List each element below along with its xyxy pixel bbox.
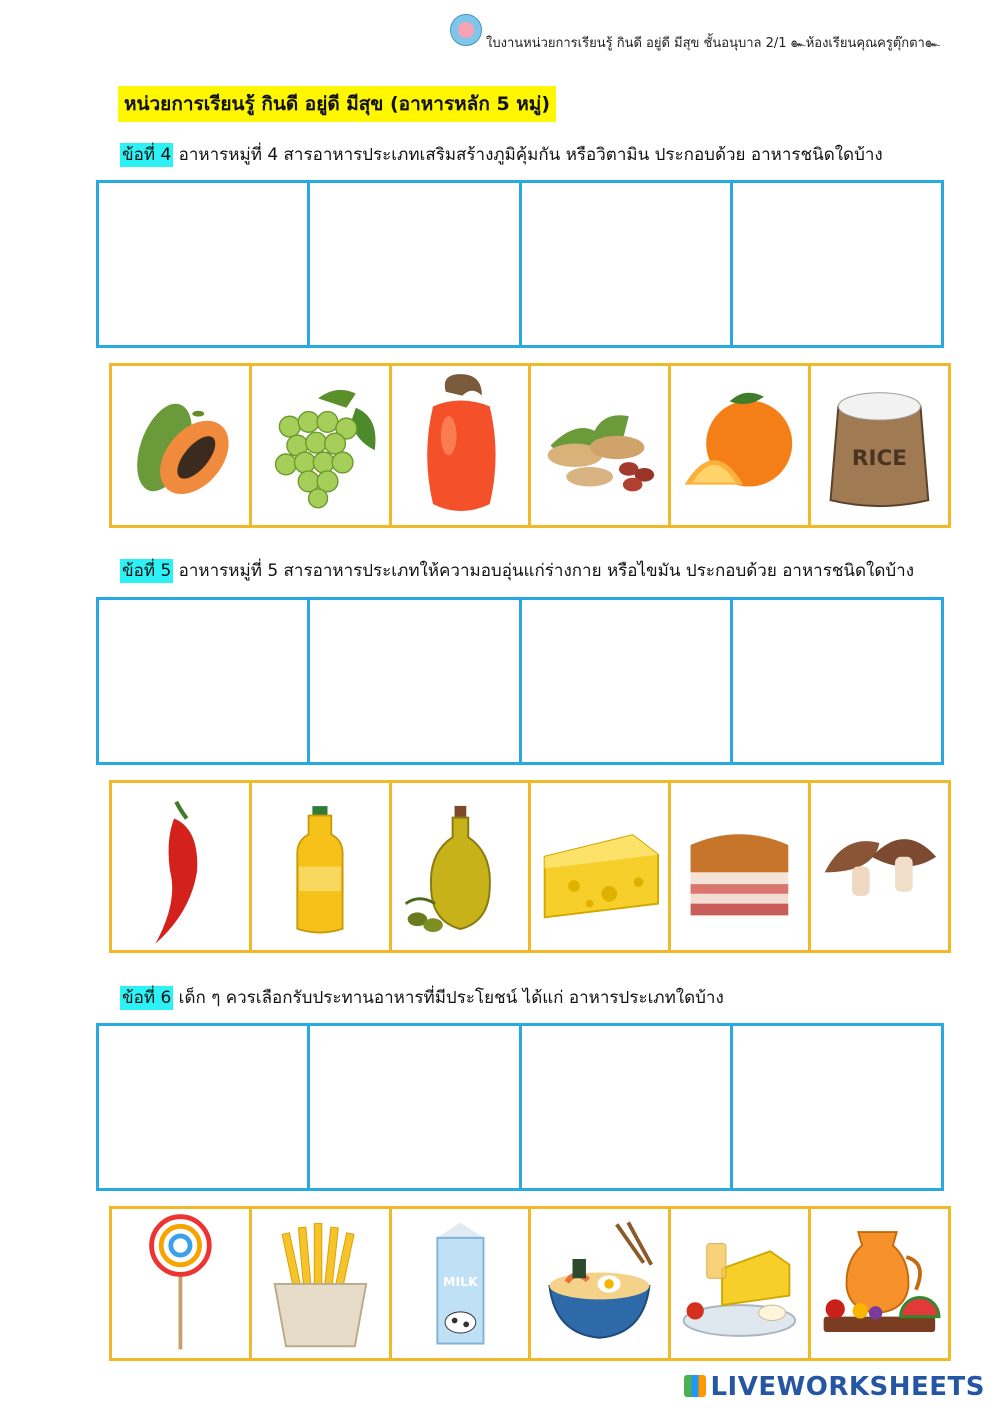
- cashew-apple-icon: [392, 366, 529, 525]
- choice-row-q6: [109, 1206, 951, 1361]
- choice-mushroom[interactable]: [811, 783, 948, 950]
- pork-belly-icon: [671, 783, 808, 950]
- lollipop-icon: [112, 1209, 249, 1358]
- answer-slot-q6-4[interactable]: [733, 1026, 941, 1188]
- choice-peanuts[interactable]: [531, 366, 671, 525]
- choice-olive-oil[interactable]: [392, 783, 532, 950]
- choice-cooking-oil[interactable]: [252, 783, 392, 950]
- choice-chili[interactable]: [112, 783, 252, 950]
- choice-lollipop[interactable]: [112, 1209, 252, 1358]
- answer-slot-q5-3[interactable]: [522, 600, 733, 762]
- answer-slot-q4-1[interactable]: [99, 183, 310, 345]
- choice-row-q4: [109, 363, 951, 528]
- answer-slot-q6-3[interactable]: [522, 1026, 733, 1188]
- cooking-oil-bottle-icon: [252, 783, 389, 950]
- choice-milk[interactable]: [392, 1209, 532, 1358]
- choice-pork-belly[interactable]: [671, 783, 811, 950]
- answer-slot-q5-1[interactable]: [99, 600, 310, 762]
- question-5-text: อาหารหมู่ที่ 5 สารอาหารประเภทให้ความอบอุ่นแก่ร่างกาย หรือไขมัน ประกอบด้วย อาหารชนิดใดบ้าง: [178, 561, 915, 581]
- footer-brand: [684, 1372, 985, 1402]
- question-4-text: อาหารหมู่ที่ 4 สารอาหารประเภทเสริมสร้างภูมิคุ้มกัน หรือวิตามิน ประกอบด้วย อาหารชนิดใดบ้าง: [178, 145, 883, 165]
- rice-sack-icon: [811, 366, 948, 525]
- choice-cheese-platter[interactable]: [671, 1209, 811, 1358]
- answer-slot-q4-3[interactable]: [522, 183, 733, 345]
- choice-cashew-apple[interactable]: [392, 366, 532, 525]
- milk-carton-icon: [392, 1209, 529, 1358]
- choice-papaya[interactable]: [112, 366, 252, 525]
- peanuts-icon: [531, 366, 668, 525]
- footer-text: LIVEWORKSHEETS: [710, 1372, 985, 1402]
- question-6-text: เด็ก ๆ ควรเลือกรับประทานอาหารที่มีประโยชน์ ได้แก่ อาหารประเภทใดบ้าง: [178, 988, 724, 1008]
- orange-icon: [671, 366, 808, 525]
- cheese-icon: [531, 783, 668, 950]
- grapes-icon: [252, 366, 389, 525]
- choice-french-fries[interactable]: [252, 1209, 392, 1358]
- milk-carton-label: MILK: [442, 1273, 478, 1289]
- unit-title: หน่วยการเรียนรู้ กินดี อยู่ดี มีสุข (อาหารหลัก 5 หมู่): [118, 86, 556, 122]
- choice-grapes[interactable]: [252, 366, 392, 525]
- question-4: [120, 141, 883, 168]
- question-5-label: ข้อที่ 5: [122, 561, 172, 581]
- mushroom-icon: [811, 783, 948, 950]
- juice-fruit-icon: [811, 1209, 948, 1358]
- header-logo-icon: [450, 14, 482, 46]
- question-6-label: ข้อที่ 6: [122, 988, 172, 1008]
- answer-box-q4: [96, 180, 944, 348]
- french-fries-icon: [252, 1209, 389, 1358]
- papaya-icon: [112, 366, 249, 525]
- answer-slot-q6-1[interactable]: [99, 1026, 310, 1188]
- answer-slot-q5-4[interactable]: [733, 600, 941, 762]
- question-5: [120, 557, 914, 584]
- olive-oil-icon: [392, 783, 529, 950]
- answer-box-q5: [96, 597, 944, 765]
- liveworksheets-logo-icon: [684, 1375, 706, 1397]
- header-text: ใบงานหน่วยการเรียนรู้ กินดี อยู่ดี มีสุข ชั้นอนุบาล 2/1 ๛ห้องเรียนคุณครูตุ๊กตา๛: [486, 36, 940, 51]
- choice-noodle-bowl[interactable]: [531, 1209, 671, 1358]
- answer-slot-q5-2[interactable]: [310, 600, 521, 762]
- answer-slot-q4-4[interactable]: [733, 183, 941, 345]
- choice-cheese[interactable]: [531, 783, 671, 950]
- noodle-bowl-icon: [531, 1209, 668, 1358]
- answer-box-q6: [96, 1023, 944, 1191]
- cheese-platter-icon: [671, 1209, 808, 1358]
- rice-sack-label: RICE: [852, 446, 908, 472]
- answer-slot-q6-2[interactable]: [310, 1026, 521, 1188]
- choice-orange[interactable]: [671, 366, 811, 525]
- question-6: [120, 984, 724, 1011]
- choice-row-q5: [109, 780, 951, 953]
- choice-rice[interactable]: [811, 366, 948, 525]
- question-4-label: ข้อที่ 4: [122, 145, 172, 165]
- choice-juice-fruit[interactable]: [811, 1209, 948, 1358]
- chili-icon: [112, 783, 249, 950]
- answer-slot-q4-2[interactable]: [310, 183, 521, 345]
